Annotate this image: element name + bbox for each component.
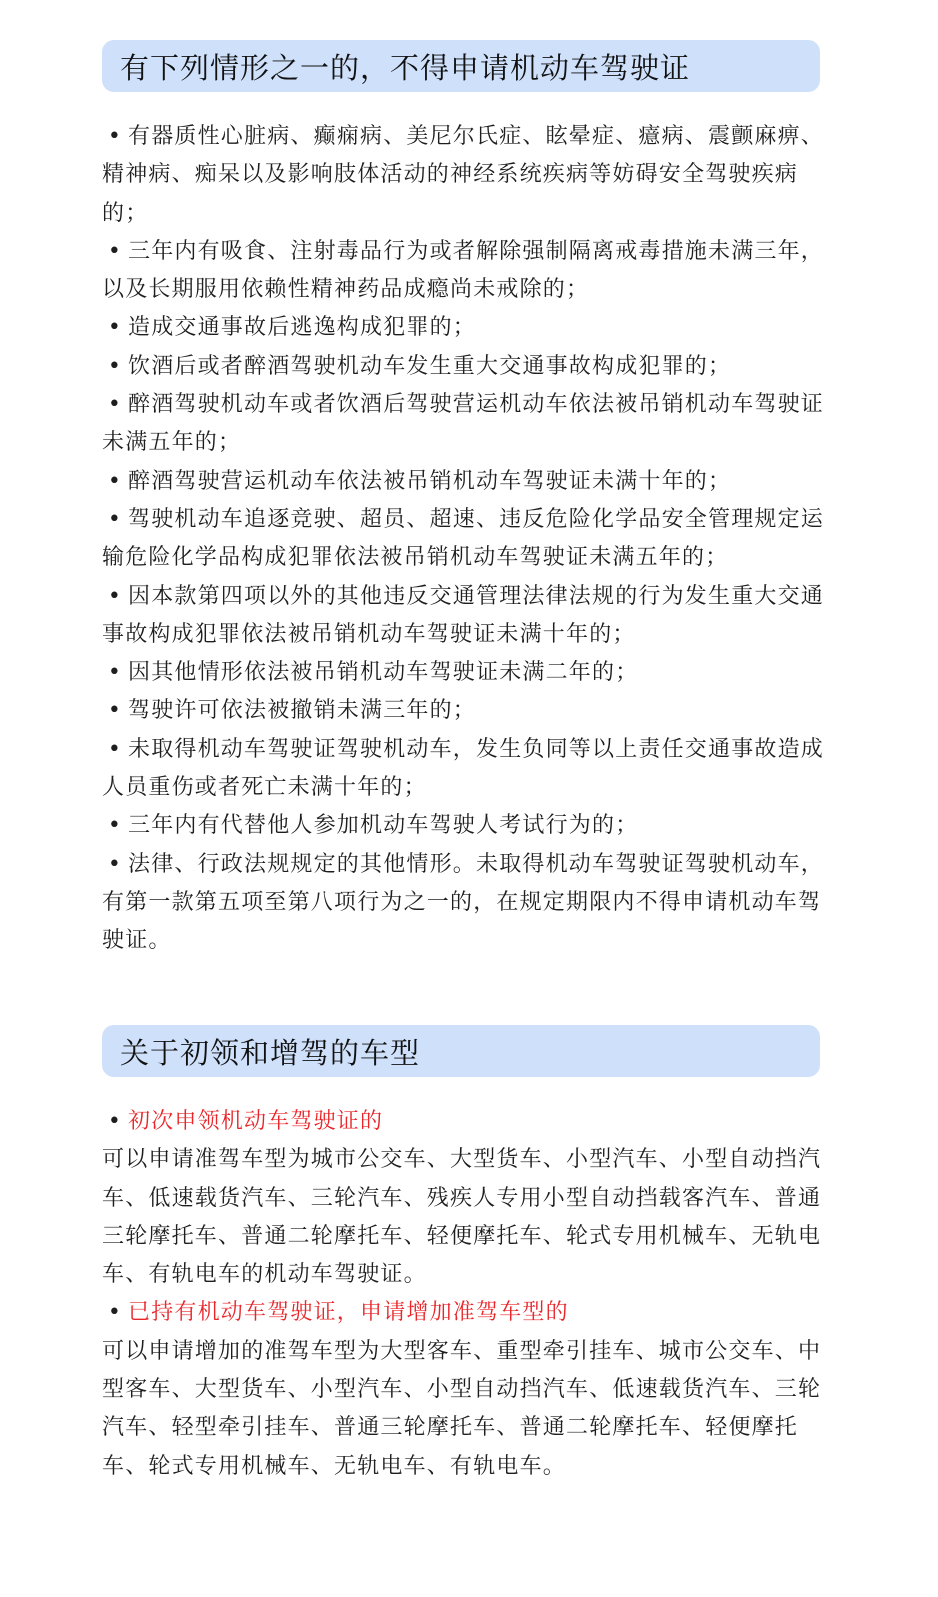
bullet-icon: • xyxy=(107,660,123,686)
bullet-icon: • xyxy=(107,813,123,839)
body-first-application: 可以申请准驾车型为城市公交车、大型货车、小型汽车、小型自动挡汽车、低速载货汽车、三轮汽车、残疾人专用小型自动挡载客汽车、普通三轮摩托车、普通二轮摩托车、轻便摩托车、轮式专用机械车、无轨电车、有轨电车的机动车驾驶证。 xyxy=(102,1147,822,1288)
list-item: • 未取得机动车驾驶证驾驶机动车，发生负同等以上责任交通事故造成人员重伤或者死亡未满十年的； xyxy=(102,731,826,808)
vehicle-types-list xyxy=(102,1103,826,1486)
bullet-icon: • xyxy=(107,583,123,609)
bullet-icon: • xyxy=(107,392,123,418)
bullet-icon: • xyxy=(107,698,123,724)
list-item: • 饮酒后或者醉酒驾驶机动车发生重大交通事故构成犯罪的； xyxy=(102,348,826,386)
bullet-icon: • xyxy=(107,1109,123,1134)
bullet-icon: • xyxy=(107,736,123,762)
bullet-icon: • xyxy=(107,468,123,494)
bullet-icon: • xyxy=(107,1300,123,1326)
list-item: • 因其他情形依法被吊销机动车驾驶证未满二年的； xyxy=(102,654,826,692)
list-item: • 醉酒驾驶机动车或者饮酒后驾驶营运机动车依法被吊销机动车驾驶证未满五年的； xyxy=(102,386,826,463)
list-item: • 驾驶机动车追逐竞驶、超员、超速、违反危险化学品安全管理规定运输危险化学品构成犯罪依法被吊销机动车驾驶证未满五年的； xyxy=(102,501,826,578)
list-item: • 有器质性心脏病、癫痫病、美尼尔氏症、眩晕症、癔病、震颤麻痹、精神病、痴呆以及影响肢体活动的神经系统疾病等妨碍安全驾驶疾病的； xyxy=(102,118,826,233)
list-item: • 驾驶许可依法被撤销未满三年的； xyxy=(102,692,826,730)
section-heading-vehicle-types xyxy=(102,1025,820,1077)
bullet-icon: • xyxy=(107,124,123,149)
subtitle-first-application: • 初次申领机动车驾驶证的 xyxy=(102,1103,826,1141)
bullet-icon: • xyxy=(107,353,123,379)
bullet-icon: • xyxy=(107,506,123,532)
list-item: • 造成交通事故后逃逸构成犯罪的； xyxy=(102,309,826,347)
bullet-icon: • xyxy=(107,315,123,341)
list-item: • 法律、行政法规规定的其他情形。未取得机动车驾驶证驾驶机动车，有第一款第五项至第八项行为之一的，在规定期限内不得申请机动车驾驶证。 xyxy=(102,846,826,961)
list-item: • 三年内有代替他人参加机动车驾驶人考试行为的； xyxy=(102,807,826,845)
list-item: • 因本款第四项以外的其他违反交通管理法律法规的行为发生重大交通事故构成犯罪依法被吊销机动车驾驶证未满十年的； xyxy=(102,578,826,655)
list-item: • 三年内有吸食、注射毒品行为或者解除强制隔离戒毒措施未满三年，以及长期服用依赖性精神药品成瘾尚未戒除的； xyxy=(102,233,826,310)
restrictions-list xyxy=(102,118,826,961)
list-item: • 醉酒驾驶营运机动车依法被吊销机动车驾驶证未满十年的； xyxy=(102,463,826,501)
section-title: 有下列情形之一的，不得申请机动车驾驶证 xyxy=(120,50,691,85)
bullet-icon: • xyxy=(107,238,123,264)
body-add-vehicle-type: 可以申请增加的准驾车型为大型客车、重型牵引挂车、城市公交车、中型客车、大型货车、小型汽车、小型自动挡汽车、低速载货汽车、三轮汽车、轻型牵引挂车、普通三轮摩托车、普通二轮摩托车、轻便摩托车、轮式专用机械车、无轨电车、有轨电车。 xyxy=(102,1338,822,1479)
section-heading-restrictions xyxy=(102,40,820,92)
bullet-icon: • xyxy=(107,851,123,877)
section-title: 关于初领和增驾的车型 xyxy=(120,1035,421,1070)
subtitle-add-vehicle-type: • 已持有机动车驾驶证，申请增加准驾车型的 xyxy=(102,1294,826,1332)
